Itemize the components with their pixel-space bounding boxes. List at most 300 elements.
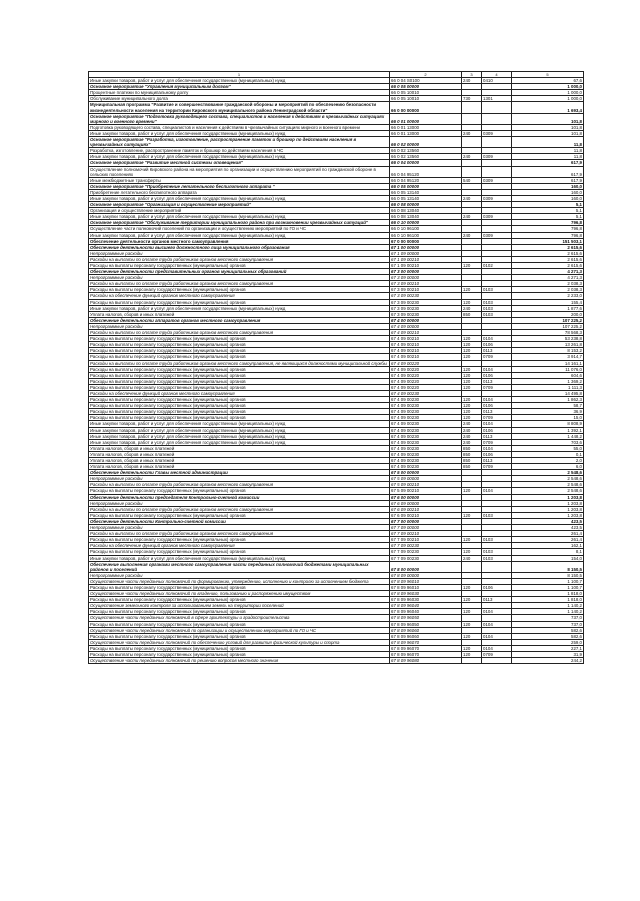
row-target-code: 67 8 09 00000 xyxy=(390,572,462,578)
row-expense-type: 120 xyxy=(462,537,482,543)
row-amount: 154,0 xyxy=(512,555,584,561)
row-target-code: 66 0 05 00000 xyxy=(390,183,462,189)
row-target-code: 66 0 04 95120 xyxy=(390,177,462,183)
row-expense-type: 240 xyxy=(462,421,482,427)
row-section-code: 0104 xyxy=(482,445,512,451)
row-target-code: 67 8 09 96030 xyxy=(390,591,462,597)
row-amount: 78 568,3 xyxy=(512,330,584,336)
row-target-code: 67 8 09 96070 xyxy=(390,639,462,645)
row-description: Иные закупки товаров, работ и услуг для обеспечения государственных (муниципальных) нужд xyxy=(89,439,390,445)
row-description: Непрограммные расходы xyxy=(89,572,390,578)
row-expense-type: 240 xyxy=(462,214,482,220)
row-expense-type: 120 xyxy=(462,354,482,360)
row-target-code: 66 0 00 00000 xyxy=(390,102,462,113)
row-amount: 1 000,0 xyxy=(512,96,584,102)
row-target-code: 67 8 09 96010 xyxy=(390,584,462,590)
row-section-code: 0104 xyxy=(482,366,512,372)
row-expense-type: 240 xyxy=(462,232,482,238)
row-description: Расходы на выплаты персоналу государственных (муниципальных) органов xyxy=(89,549,390,555)
row-expense-type: 120 xyxy=(462,378,482,384)
row-expense-type: 120 xyxy=(462,397,482,403)
row-expense-type: 120 xyxy=(462,287,482,293)
row-section-code: 0113 xyxy=(482,378,512,384)
column-number: 5 xyxy=(512,72,584,78)
row-target-code: 67 1 09 00000 xyxy=(390,250,462,256)
row-target-code: 67 8 00 00000 xyxy=(390,561,462,572)
row-description: Обеспечение деятельности высшего должностного лица муниципального образования xyxy=(89,244,390,250)
table-row xyxy=(89,113,584,124)
row-amount: 244,2 xyxy=(512,658,584,664)
row-amount: 796,8 xyxy=(512,232,584,238)
row-target-code: 67 6 09 00210 xyxy=(390,506,462,512)
row-description: Расходы на выплаты персоналу государственных (муниципальных) органов xyxy=(89,621,390,627)
row-section-code: 0410 xyxy=(482,78,512,84)
row-amount: 5,1 xyxy=(512,214,584,220)
row-amount: 53 238,8 xyxy=(512,336,584,342)
row-amount: 160,0 xyxy=(512,195,584,201)
row-description: Расходы на выплаты персоналу государственных (муниципальных) органов xyxy=(89,287,390,293)
row-section-code xyxy=(482,137,512,148)
row-target-code: 67 5 09 00000 xyxy=(390,476,462,482)
row-section-code: 0309 xyxy=(482,232,512,238)
row-target-code: 66 0 10 00000 xyxy=(390,220,462,226)
row-target-code: 67 3 09 00230 xyxy=(390,299,462,305)
row-target-code: 66 0 01 13000 xyxy=(390,124,462,130)
row-amount: 67,6 xyxy=(512,78,584,84)
row-section-code: 0106 xyxy=(482,403,512,409)
row-amount: 11,8 xyxy=(512,154,584,160)
row-description: Основное мероприятие "Обслуживание территории муниципального района при возникновении чрезвычайных ситуаций" xyxy=(89,220,390,226)
row-amount: 2 615,6 xyxy=(512,263,584,269)
row-description: Осуществление части переданных полномочий по формированию, утверждению, исполнению и контролю за исполнением бюджета xyxy=(89,578,390,584)
row-target-code: 67 8 09 96010 xyxy=(390,578,462,584)
row-target-code: 67 8 09 96070 xyxy=(390,645,462,651)
row-target-code: 67 8 09 96080 xyxy=(390,658,462,664)
row-description: Расходы на выплаты персоналу государственных (муниципальных) органов xyxy=(89,378,390,384)
row-section-code: 0709 xyxy=(482,464,512,470)
row-description: Основное мероприятие "Подготовка руководящего состава, специалистов и населения к действиям в чрезвычайных ситуациях мирного и военного времени" xyxy=(89,113,390,124)
row-section-code xyxy=(482,102,512,113)
row-expense-type: 120 xyxy=(462,403,482,409)
row-expense-type: 120 xyxy=(462,372,482,378)
row-expense-type: 240 xyxy=(462,555,482,561)
row-expense-type: 120 xyxy=(462,597,482,603)
row-amount: 200,0 xyxy=(512,311,584,317)
row-expense-type: 120 xyxy=(462,488,482,494)
row-section-code: 0103 xyxy=(482,555,512,561)
row-description: Расходы на выплаты персоналу государственных (муниципальных) органов xyxy=(89,354,390,360)
row-target-code: 67 6 00 00000 xyxy=(390,494,462,500)
row-description: Расходы на выплаты персоналу государственных (муниципальных) органов xyxy=(89,348,390,354)
row-target-code: 66 0 05 13140 xyxy=(390,195,462,201)
row-amount: 8 153,2 xyxy=(512,348,584,354)
row-amount: 1 000,0 xyxy=(512,84,584,90)
row-target-code: 67 8 09 96060 xyxy=(390,633,462,639)
row-target-code: 66 0 02 00000 xyxy=(390,137,462,148)
row-description: Осуществление земельного контроля за использованием земель на территории поселений xyxy=(89,603,390,609)
row-section-code: 0106 xyxy=(482,372,512,378)
row-target-code: 66 0 04 95120 xyxy=(390,166,462,177)
row-description: Уплата налогов, сборов и иных платежей xyxy=(89,445,390,451)
row-amount: 5,1 xyxy=(512,208,584,214)
column-number: 3 xyxy=(462,72,482,78)
row-section-code: 0113 xyxy=(482,433,512,439)
row-description: Расходы на выплаты персоналу государственных (муниципальных) органов xyxy=(89,409,390,415)
row-description: Обеспечение деятельности аппаратов органов местного самоуправления xyxy=(89,317,390,323)
row-description: Расходы на выплаты персоналу государственных (муниципальных) органов xyxy=(89,584,390,590)
row-description: Расходы на выплаты персоналу государственных (муниципальных) органов xyxy=(89,652,390,658)
row-amount: 2 615,6 xyxy=(512,244,584,250)
row-amount: 1 448,2 xyxy=(512,433,584,439)
row-amount: 14 495,8 xyxy=(512,390,584,396)
row-amount: 11,8 xyxy=(512,148,584,154)
row-amount: 1 203,8 xyxy=(512,494,584,500)
row-target-code: 66 0 05 00000 xyxy=(390,84,462,90)
row-section-code: 0106 xyxy=(482,451,512,457)
row-amount: 2 615,6 xyxy=(512,250,584,256)
row-target-code: 67 4 09 00220 xyxy=(390,366,462,372)
row-section-code: 0103 xyxy=(482,305,512,311)
row-target-code: 67 3 09 00230 xyxy=(390,293,462,299)
row-expense-type: 120 xyxy=(462,415,482,421)
row-amount: 1 000,0 xyxy=(512,90,584,96)
row-section-code: 0709 xyxy=(482,439,512,445)
row-amount: 36,9 xyxy=(512,409,584,415)
row-expense-type: 850 xyxy=(462,458,482,464)
row-amount: 1 203,8 xyxy=(512,512,584,518)
row-target-code: 67 4 09 00210 xyxy=(390,354,462,360)
row-description: Расходы на выплаты персоналу государственных (муниципальных) органов xyxy=(89,609,390,615)
table-row xyxy=(89,137,584,148)
row-description: Непрограммные расходы xyxy=(89,275,390,281)
row-target-code: 67 4 09 00230 xyxy=(390,433,462,439)
row-description: Расходы на выплаты персоналу государственных (муниципальных) органов xyxy=(89,488,390,494)
row-target-code: 67 4 09 00230 xyxy=(390,445,462,451)
row-target-code: 66 0 01 00000 xyxy=(390,113,462,124)
row-section-code: 0104 xyxy=(482,397,512,403)
row-description: Расходы на выплаты персоналу государственных (муниципальных) органов xyxy=(89,263,390,269)
row-section-code: 0104 xyxy=(482,621,512,627)
row-target-code: 67 4 09 00210 xyxy=(390,336,462,342)
row-expense-type xyxy=(462,113,482,124)
row-target-code: 67 7 00 00000 xyxy=(390,518,462,524)
row-expense-type xyxy=(462,137,482,148)
row-description: Расходы на выплаты персоналу государственных (муниципальных) органов xyxy=(89,597,390,603)
row-section-code: 0104 xyxy=(482,488,512,494)
row-description: Расходы на выплаты персоналу государственных (муниципальных) органов xyxy=(89,403,390,409)
row-amount: 8,1 xyxy=(512,549,584,555)
row-target-code: 67 3 09 00230 xyxy=(390,311,462,317)
row-expense-type: 120 xyxy=(462,342,482,348)
row-section-code: 0113 xyxy=(482,458,512,464)
row-expense-type: 120 xyxy=(462,609,482,615)
row-expense-type: 850 xyxy=(462,451,482,457)
row-section-code: 0309 xyxy=(482,154,512,160)
row-description: Уплата налогов, сборов и иных платежей xyxy=(89,311,390,317)
row-description: Иные закупки товаров, работ и услуг для обеспечения государственных (муниципальных) нужд xyxy=(89,427,390,433)
row-expense-type xyxy=(462,166,482,177)
row-target-code: 67 7 09 00230 xyxy=(390,555,462,561)
row-amount: 796,8 xyxy=(512,226,584,232)
row-description: Расходы на выплаты персоналу государственных (муниципальных) органов xyxy=(89,299,390,305)
row-target-code: 66 0 10 96100 xyxy=(390,232,462,238)
row-target-code: 66 0 08 13040 xyxy=(390,214,462,220)
row-description: Расходы на выплаты персоналу государственных (муниципальных) органов xyxy=(89,645,390,651)
row-description: Расходы на выплаты по оплате труда работников органов местного самоуправления xyxy=(89,256,390,262)
row-target-code: 67 7 09 00230 xyxy=(390,549,462,555)
row-amount: 101,8 xyxy=(512,124,584,130)
row-description: Расходы на выплаты персоналу государственных (муниципальных) органов xyxy=(89,633,390,639)
row-target-code: 67 0 00 00000 xyxy=(390,238,462,244)
row-amount: 8 808,9 xyxy=(512,421,584,427)
row-description: Иные закупки товаров, работ и услуг для обеспечения государственных (муниципальных) нужд xyxy=(89,421,390,427)
row-description: Иные закупки товаров, работ и услуг для обеспечения государственных (муниципальных) нужд xyxy=(89,555,390,561)
budget-table-body xyxy=(89,72,584,664)
row-target-code: 67 7 09 00230 xyxy=(390,543,462,549)
row-amount: 2 038,3 xyxy=(512,281,584,287)
row-target-code: 67 3 00 00000 xyxy=(390,269,462,275)
row-amount: 1 693,4 xyxy=(512,102,584,113)
row-description: Непрограммные расходы xyxy=(89,323,390,329)
row-target-code: 67 4 09 00210 xyxy=(390,342,462,348)
row-expense-type: 240 xyxy=(462,305,482,311)
row-description: Расходы на выплаты по оплате труда работников органов местного самоуправления xyxy=(89,281,390,287)
row-amount: 582,6 xyxy=(512,633,584,639)
row-description: Расходы на обеспечение функций органов местного самоуправления xyxy=(89,390,390,396)
row-target-code: 67 8 09 96060 xyxy=(390,627,462,633)
row-amount: 227,1 xyxy=(512,645,584,651)
row-description: Иные межбюджетные трансферты xyxy=(89,177,390,183)
row-description: Непрограммные расходы xyxy=(89,500,390,506)
row-target-code: 67 5 09 00210 xyxy=(390,488,462,494)
row-expense-type: 240 xyxy=(462,427,482,433)
row-description: Расходы на выплаты по оплате труда работников органов местного самоуправления, не являющихся должностями муниципальной службы xyxy=(89,360,390,366)
row-amount: 617,9 xyxy=(512,160,584,166)
row-amount: 11 076,0 xyxy=(512,366,584,372)
row-target-code: 67 7 09 00210 xyxy=(390,531,462,537)
row-description: Муниципальная программа "Развитие и совершенствование гражданской обороны и мероприятий по обеспечению безопасности жизнедеятельности населения на территории Кировского муниципального района Ленинградской области" xyxy=(89,102,390,113)
row-section-code: 0103 xyxy=(482,512,512,518)
row-section-code: 0104 xyxy=(482,421,512,427)
row-target-code: 67 7 09 00210 xyxy=(390,537,462,543)
row-target-code: 67 4 09 00230 xyxy=(390,427,462,433)
row-target-code: 67 6 09 00000 xyxy=(390,500,462,506)
table-row xyxy=(89,658,584,664)
row-amount: 55,0 xyxy=(512,445,584,451)
row-expense-type: 120 xyxy=(462,584,482,590)
row-target-code: 66 0 02 13560 xyxy=(390,154,462,160)
row-description: Расходы на выплаты персоналу государственных (муниципальных) органов xyxy=(89,384,390,390)
row-description: Иные закупки товаров, работ и услуг для обеспечения государственных (муниципальных) нужд xyxy=(89,214,390,220)
row-expense-type: 120 xyxy=(462,348,482,354)
row-expense-type: 850 xyxy=(462,445,482,451)
row-target-code: 66 0 08 13040 xyxy=(390,208,462,214)
row-target-code: 67 4 09 00220 xyxy=(390,378,462,384)
row-amount: 737,0 xyxy=(512,621,584,627)
row-target-code: 67 4 09 00210 xyxy=(390,348,462,354)
row-description: Расходы на обеспечение функций органов местного самоуправления xyxy=(89,293,390,299)
column-number: 1 xyxy=(89,72,390,78)
row-section-code xyxy=(482,658,512,664)
row-target-code: 67 4 09 00000 xyxy=(390,323,462,329)
row-target-code: 67 4 09 00230 xyxy=(390,415,462,421)
row-description: Уплата налогов, сборов и иных платежей xyxy=(89,458,390,464)
row-target-code: 67 1 09 00210 xyxy=(390,263,462,269)
row-description: Основное мероприятие "Развитие местной системы оповещения" xyxy=(89,160,390,166)
row-description: Иные закупки товаров, работ и услуг для обеспечения государственных (муниципальных) нужд xyxy=(89,305,390,311)
row-amount: 2 548,6 xyxy=(512,470,584,476)
row-section-code: 0106 xyxy=(482,342,512,348)
row-amount: 737,0 xyxy=(512,615,584,621)
row-expense-type: 120 xyxy=(462,409,482,415)
row-amount: 2 615,6 xyxy=(512,256,584,262)
row-description: Обеспечение деятельности председателя Контрольно-счетной комиссии xyxy=(89,494,390,500)
row-description: Непрограммные расходы xyxy=(89,250,390,256)
row-amount: 604,6 xyxy=(512,372,584,378)
row-section-code: 0709 xyxy=(482,354,512,360)
column-number: 4 xyxy=(482,72,512,78)
row-amount: 15,0 xyxy=(512,415,584,421)
row-description: Организация и осуществление мероприятий xyxy=(89,208,390,214)
row-expense-type xyxy=(462,658,482,664)
row-amount: 617,9 xyxy=(512,166,584,177)
row-amount: 151 503,1 xyxy=(512,238,584,244)
row-amount: 5,1 xyxy=(512,202,584,208)
row-expense-type: 240 xyxy=(462,195,482,201)
row-section-code: 0113 xyxy=(482,409,512,415)
row-section-code xyxy=(482,166,512,177)
row-amount: 2 548,6 xyxy=(512,488,584,494)
row-amount: 14 161,1 xyxy=(512,360,584,366)
row-amount: 1 818,0 xyxy=(512,591,584,597)
row-target-code: 67 8 09 96050 xyxy=(390,621,462,627)
row-section-code: 0113 xyxy=(482,597,512,603)
row-section-code: 0113 xyxy=(482,348,512,354)
row-amount: 3 914,7 xyxy=(512,354,584,360)
row-description: Осуществление полномочий Кировского района на мероприятия по организации и осуществлению мероприятий по гражданской обороне в сельских поселениях xyxy=(89,166,390,177)
row-section-code: 0103 xyxy=(482,537,512,543)
row-amount: 107 225,2 xyxy=(512,323,584,329)
row-amount: 259,0 xyxy=(512,639,584,645)
row-section-code: 0104 xyxy=(482,336,512,342)
row-description: Подготовка руководящего состава, специалистов и населения к действиям в чрезвычайных ситуациях мирного и военного времени xyxy=(89,124,390,130)
row-amount: 1 203,8 xyxy=(512,506,584,512)
row-amount: 617,9 xyxy=(512,177,584,183)
row-section-code: 0103 xyxy=(482,287,512,293)
row-expense-type xyxy=(462,561,482,572)
row-section-code: 0104 xyxy=(482,633,512,639)
row-expense-type: 850 xyxy=(462,464,482,470)
row-description: Обеспечение деятельности Контрольно-счетной комиссии xyxy=(89,518,390,524)
row-description: Непрограммные расходы xyxy=(89,476,390,482)
row-amount: 423,5 xyxy=(512,525,584,531)
row-target-code: 67 4 09 00210 xyxy=(390,330,462,336)
row-amount: 1 100,7 xyxy=(512,584,584,590)
row-description: Расходы на выплаты по оплате труда работников органов местного самоуправления xyxy=(89,506,390,512)
row-target-code: 66 0 05 10010 xyxy=(390,90,462,96)
row-amount: 107 225,2 xyxy=(512,317,584,323)
row-target-code: 66 0 05 10010 xyxy=(390,96,462,102)
row-description: Непрограммные расходы xyxy=(89,525,390,531)
row-amount: 1 140,2 xyxy=(512,609,584,615)
row-section-code: 0309 xyxy=(482,130,512,136)
row-description: Обеспечение деятельности Главы местной администрации xyxy=(89,470,390,476)
row-expense-type: 730 xyxy=(462,96,482,102)
row-description: Иные закупки товаров, работ и услуг для обеспечения государственных (муниципальных) нужд xyxy=(89,232,390,238)
row-amount: 1 392,1 xyxy=(512,427,584,433)
row-target-code: 67 4 09 00230 xyxy=(390,451,462,457)
row-description: Иные закупки товаров, работ и услуг для обеспечения государственных (муниципальных) нужд xyxy=(89,130,390,136)
row-description: Обеспечение деятельности органов местного самоуправления xyxy=(89,238,390,244)
row-amount: 8 150,5 xyxy=(512,561,584,572)
row-description: Процентные платежи по муниципальному долгу xyxy=(89,90,390,96)
row-target-code: 66 0 02 13560 xyxy=(390,148,462,154)
row-description: Обеспечение деятельности представительных органов муниципальных образований xyxy=(89,269,390,275)
row-description: Расходы на выплаты персоналу государственных (муниципальных) органов xyxy=(89,372,390,378)
row-section-code: 0103 xyxy=(482,299,512,305)
row-amount: 1 140,2 xyxy=(512,603,584,609)
row-expense-type: 120 xyxy=(462,549,482,555)
row-amount: 101,8 xyxy=(512,130,584,136)
row-target-code: 67 4 09 00220 xyxy=(390,384,462,390)
row-amount: 0,1 xyxy=(512,451,584,457)
row-description: Расходы на выплаты персоналу государственных (муниципальных) органов xyxy=(89,336,390,342)
row-target-code: 67 4 09 00230 xyxy=(390,439,462,445)
row-amount: 1 818,0 xyxy=(512,597,584,603)
row-description: Осуществление части переданных полномочий по обеспечению условий для развития физической культуры и спорта xyxy=(89,639,390,645)
row-description: Осуществление части переданных полномочий в сфере архитектуры и градостроительства xyxy=(89,615,390,621)
row-target-code: 67 3 09 00230 xyxy=(390,305,462,311)
row-amount: 160,0 xyxy=(512,189,584,195)
row-expense-type: 120 xyxy=(462,512,482,518)
row-target-code: 67 4 09 00230 xyxy=(390,397,462,403)
row-description: Осуществление части переданных полномочий по владению, пользованию и распоряжению имуществом xyxy=(89,591,390,597)
row-amount: 11,8 xyxy=(512,137,584,148)
row-expense-type: 850 xyxy=(462,311,482,317)
row-amount: 6,0 xyxy=(512,464,584,470)
row-target-code: 67 4 09 00230 xyxy=(390,458,462,464)
row-expense-type: 120 xyxy=(462,263,482,269)
row-expense-type: 120 xyxy=(462,633,482,639)
row-description: Расходы на обеспечение функций органов местного самоуправления xyxy=(89,543,390,549)
row-target-code: 66 0 10 96100 xyxy=(390,226,462,232)
row-description: Расходы на выплаты персоналу государственных (муниципальных) органов xyxy=(89,366,390,372)
row-section-code: 1301 xyxy=(482,96,512,102)
row-amount: 8 150,5 xyxy=(512,572,584,578)
row-description: Основное мероприятие "Приобретение летательного беспилотного аппарата " xyxy=(89,183,390,189)
row-section-code: 0709 xyxy=(482,384,512,390)
row-amount: 1 877,6 xyxy=(512,305,584,311)
table-row xyxy=(89,102,584,113)
row-description: Основное мероприятие "Управления муниципальным долгом" xyxy=(89,84,390,90)
row-expense-type: 120 xyxy=(462,384,482,390)
row-description: Иные закупки товаров, работ и услуг для обеспечения государственных (муниципальных) нужд xyxy=(89,433,390,439)
row-description: Осуществление части полномочий поселений по организации и осуществлению мероприятий по ГО и ЧС xyxy=(89,226,390,232)
row-target-code: 67 4 09 00220 xyxy=(390,360,462,366)
row-expense-type: 240 xyxy=(462,154,482,160)
row-amount: 2 038,3 xyxy=(512,287,584,293)
table-row xyxy=(89,561,584,572)
row-section-code xyxy=(482,561,512,572)
row-section-code xyxy=(482,113,512,124)
row-target-code: 67 5 09 00210 xyxy=(390,482,462,488)
table-row xyxy=(89,166,584,177)
row-amount: 261,4 xyxy=(512,537,584,543)
row-target-code: 67 1 09 00210 xyxy=(390,256,462,262)
row-target-code: 67 4 09 00230 xyxy=(390,421,462,427)
row-expense-type xyxy=(462,102,482,113)
row-amount: 13 261,8 xyxy=(512,342,584,348)
